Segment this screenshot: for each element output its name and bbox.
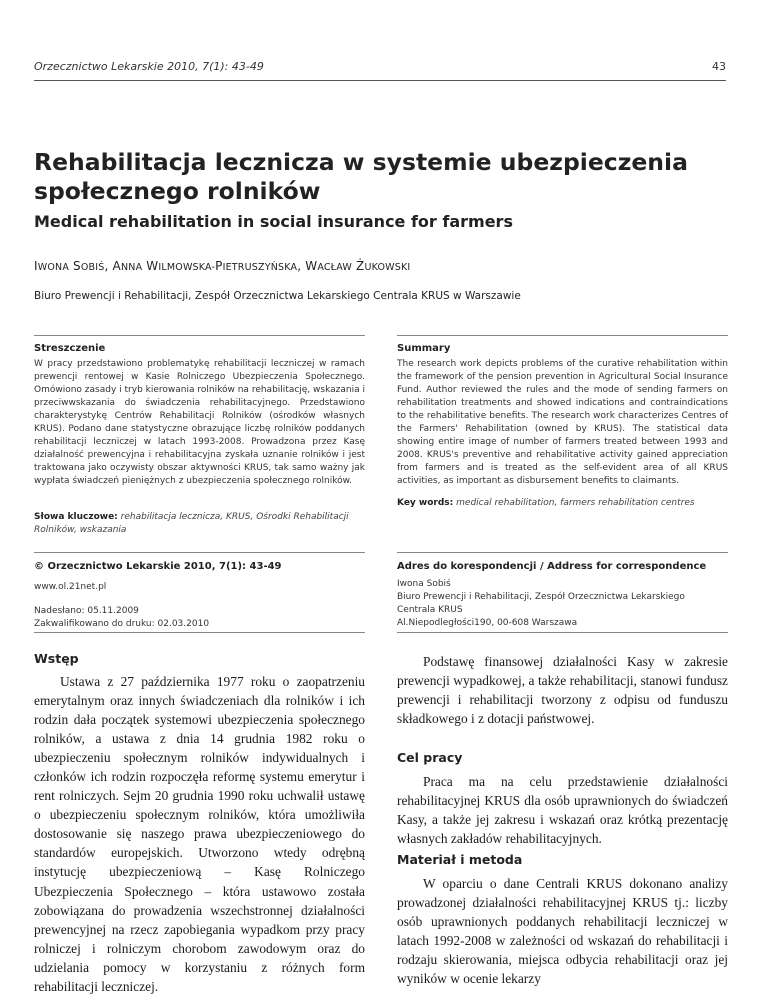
author-3: WACŁAW ŻUKOWSKI	[305, 259, 411, 273]
correspondence-dept-line2: Centrala KRUS	[397, 605, 463, 615]
copyright-line: © Orzecznictwo Lekarskie 2010, 7(1): 43-49	[34, 561, 282, 572]
abstract-text-polish: W pracy przedstawiono problematykę rehabilitacji leczniczej w ramach prewencji rentowej w Kasie Rolniczego Ubezpieczenia Społecznego. Omówiono zasady i tryb kierowania rolników na rehabilitację, wskazania i przeciwwskazania do świadczenia rehabilitacyjnego. Przedstawiono charakterystykę Centrów Rehabilitacji Rolników (ośrodków własnych KRUS). Podano dane statystyczne obrazujące liczbę rolników poddanych rehabilitacji leczniczej w latach 1993-2008. Prowadzona przez Kasę działalność prewencyjna i rehabilitacyjna zyskała uznanie rolników i jest traktowana jako oczywisty obszar aktywności KRUS, tak samo ważny jak wypłata świadczeń pieniężnych z ubezpieczenia społecznego rolników.	[34, 359, 365, 486]
section-heading-introduction: Wstęp	[34, 651, 79, 666]
received-date: Nadesłano: 05.11.2009	[34, 606, 139, 616]
keywords-polish	[34, 511, 365, 537]
keywords-label-polish: Słowa kluczowe:	[34, 512, 118, 522]
journal-website[interactable]: www.ol.21net.pl	[34, 582, 107, 592]
introduction-text: Ustawa z 27 października 1977 roku o zaopatrzeniu emerytalnym oraz innych świadczeniach dla rolników i ich rodzin dała początek systemowi ubezpieczenia społecznego rolników, a ustawa z dnia 14 grudnia 1982 roku o ubezpieczeniu społecznym rolników indywidualnych i członków ich rodzin rozpoczęła reformę systemu emerytur i rent rolniczych. Sejm 20 grudnia 1990 roku uchwalił ustawę o ubezpieczeniu społecznym rolników, która umożliwiła dostosowanie się naszego prawa ubezpieczeniowego do standardów europejskich. Utworzono wtedy odrębną instytucję ubezpieczeniową – Kasę Rolniczego Ubezpieczenia Społecznego – która ustawowo została zobowiązana do prowadzenia wszechstronnej działalności prewencyjnej na rzecz zapobiegania wypadkom przy pracy rolniczej i rolniczym chorobom zawodowym oraz do udzielania pomocy w korzystaniu z różnych form rehabilitacji leczniczej.	[34, 674, 365, 994]
body-rule-left	[34, 632, 365, 633]
correspondence-block	[397, 560, 728, 630]
article-title-english: Medical rehabilitation in social insurance for farmers	[34, 212, 513, 231]
section-heading-aim: Cel pracy	[397, 750, 463, 765]
keywords-english	[397, 497, 728, 510]
abstract-heading-polish: Streszczenie	[34, 343, 106, 354]
keywords-value-english: medical rehabilitation, farmers rehabilitation centres	[456, 498, 695, 508]
funding-text: Podstawę finansowej działalności Kasy w zakresie prewencji wypadkowej, a także rehabilitacji, stanowi fundusz prewencji i rehabilitacji tworzony z odpisu od funduszu składkowego i z dotacji państwowej.	[397, 654, 728, 727]
pubinfo-rule-left	[34, 552, 365, 553]
author-list: IWONA SOBIŚ, ANNA WILMOWSKA-PIETRUSZYŃSKA, WACŁAW ŻUKOWSKI	[34, 259, 411, 273]
journal-citation: Orzecznictwo Lekarskie 2010, 7(1): 43-49	[34, 60, 264, 73]
correspondence-dept-line1: Biuro Prewencji i Rehabilitacji, Zespół Orzecznictwa Lekarskiego	[397, 592, 685, 602]
correspondence-name: Iwona Sobiś	[397, 579, 451, 589]
affiliation: Biuro Prewencji i Rehabilitacji, Zespół Orzecznictwa Lekarskiego Centrala KRUS w Warszawie	[34, 290, 521, 302]
page-number: 43	[712, 60, 726, 73]
pubinfo-rule-right	[397, 552, 728, 553]
correspondence-address: Al.Niepodległości190, 00-608 Warszawa	[397, 618, 578, 628]
abstract-rule-right	[397, 335, 728, 336]
aim-text: Praca ma na celu przedstawienie działalności rehabilitacyjnej KRUS dla osób uprawnionych do świadczeń Kasy, a także jej zakresu i wskazań oraz krótką prezentację własnych zakładów rehabilitacyjnych.	[397, 774, 728, 847]
running-header	[34, 60, 726, 78]
correspondence-heading: Adres do korespondencji / Address for correspondence	[397, 561, 707, 572]
methods-text: W oparciu o dane Centrali KRUS dokonano analizy prowadzonej działalności rehabilitacyjnej KRUS tj.: liczby osób uprawnionych poddanych rehabilitacji leczniczej w latach 1992-2008 w zależności od wskazań do rehabilitacji i rodzaju skierowania, miejsca odbycia rehabilitacji oraz jej wyników w ocenie lekarzy	[397, 876, 728, 987]
section-heading-methods: Materiał i metoda	[397, 852, 523, 867]
author-2: ANNA WILMOWSKA-PIETRUSZYŃSKA	[112, 259, 298, 273]
header-rule	[34, 80, 726, 81]
author-1: IWONA SOBIŚ	[34, 259, 105, 273]
abstract-text-english: The research work depicts problems of the curative rehabilitation within the framework of the pension prevention in Agricultural Social Insurance Fund. Author reviewed the rules and the mode of sending farmers on rehabilitation treatments and showed indications and contraindications to the rehabilitative benefits. The research work characterizes Centres of the Farmers' Rehabilitation (owned by KRUS). The statistical data showing entire image of number of farmers treated between 1993 and 2008. KRUS's preventive and rehabilitative activity gained appreciation from farmers and is treated as the self-evident area of all KRUS activities, as important as disbursement benefits to claimants.	[397, 359, 728, 486]
abstract-rule-left	[34, 335, 365, 336]
keywords-value-polish: rehabilitacja lecznicza, KRUS, Ośrodki Rehabilitacji Rolników, wskazania	[34, 512, 349, 535]
body-rule-right	[397, 632, 728, 633]
accepted-date: Zakwalifikowano do druku: 02.03.2010	[34, 619, 210, 629]
publication-info	[34, 560, 365, 631]
keywords-label-english: Key words:	[397, 498, 454, 508]
article-title-polish: Rehabilitacja lecznicza w systemie ubezpieczenia społecznego rolników	[34, 148, 688, 205]
abstract-heading-english: Summary	[397, 343, 451, 354]
